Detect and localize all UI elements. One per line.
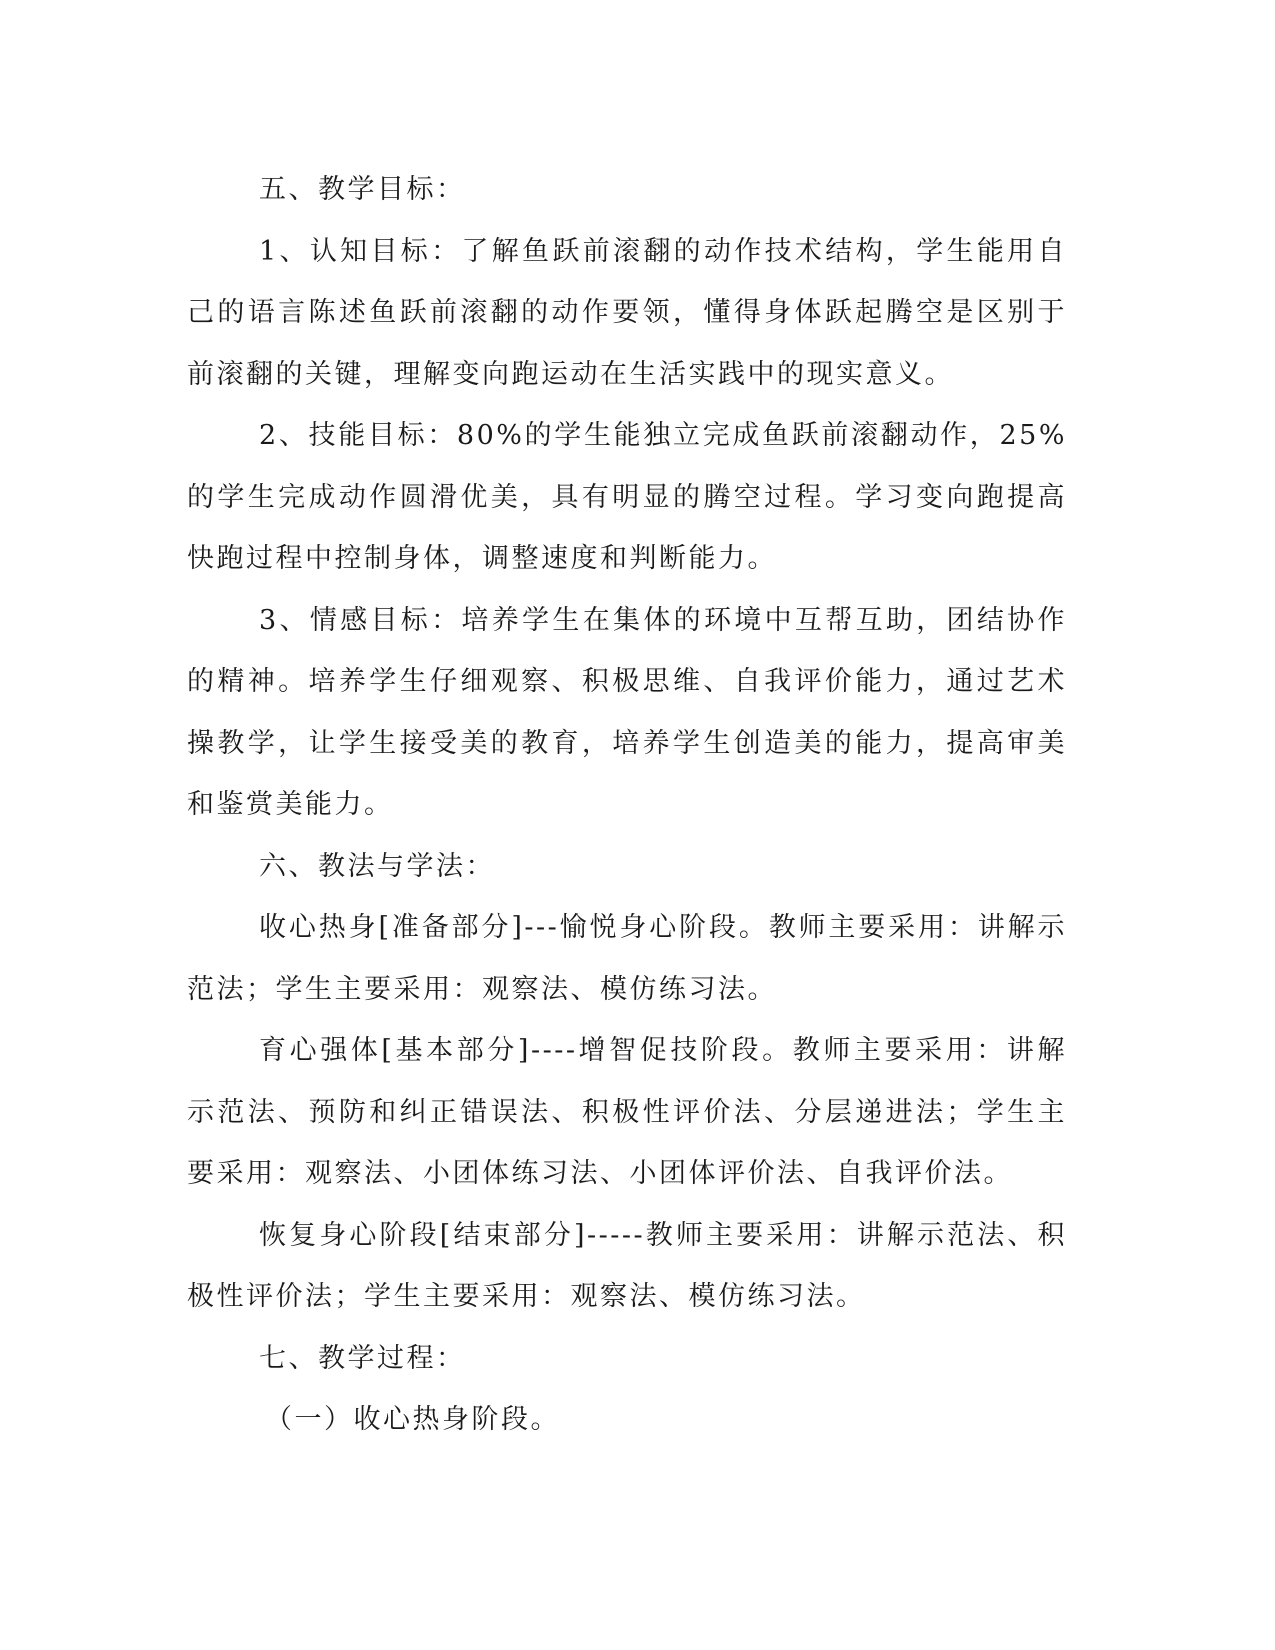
section-heading-objectives: 五、教学目标： bbox=[259, 174, 466, 205]
paragraph-warmup-method: 收心热身[准备部分]---愉悦身心阶段。教师主要采用：讲解示范法；学生主要采用：观察法、模仿练习法。 bbox=[187, 912, 1067, 1005]
paragraph-recovery-method: 恢复身心阶段[结束部分]-----教师主要采用：讲解示范法、积极性评价法；学生主要采用：观察法、模仿练习法。 bbox=[187, 1219, 1067, 1312]
document-body bbox=[187, 159, 1067, 1451]
section-heading-methods: 六、教法与学法： bbox=[259, 850, 495, 882]
paragraph-cognitive-goal: 1、认知目标：了解鱼跃前滚翻的动作技术结构，学生能用自己的语言陈述鱼跃前滚翻的动作要领，懂得身体跃起腾空是区别于前滚翻的关键，理解变向跑运动在生活实践中的现实意义。 bbox=[187, 235, 1067, 390]
section-heading-process: 七、教学过程： bbox=[259, 1342, 466, 1374]
paragraph-skill-goal: 2、技能目标：80%的学生能独立完成鱼跃前滚翻动作，25%的学生完成动作圆滑优美，具有明显的腾空过程。学习变向跑提高快跑过程中控制身体，调整速度和判断能力。 bbox=[187, 420, 1067, 574]
subsection-heading-warmup: （一）收心热身阶段。 bbox=[265, 1404, 560, 1435]
paragraph-emotional-goal: 3、情感目标：培养学生在集体的环境中互帮互助，团结协作的精神。培养学生仔细观察、积极思维、自我评价能力，通过艺术操教学，让学生接受美的教育，培养学生创造美的能力，提高审美和鉴赏美能力。 bbox=[187, 604, 1067, 820]
paragraph-basic-method: 育心强体[基本部分]----增智促技阶段。教师主要采用：讲解示范法、预防和纠正错误法、积极性评价法、分层递进法；学生主要采用：观察法、小团体练习法、小团体评价法、自我评价法。 bbox=[187, 1035, 1067, 1189]
